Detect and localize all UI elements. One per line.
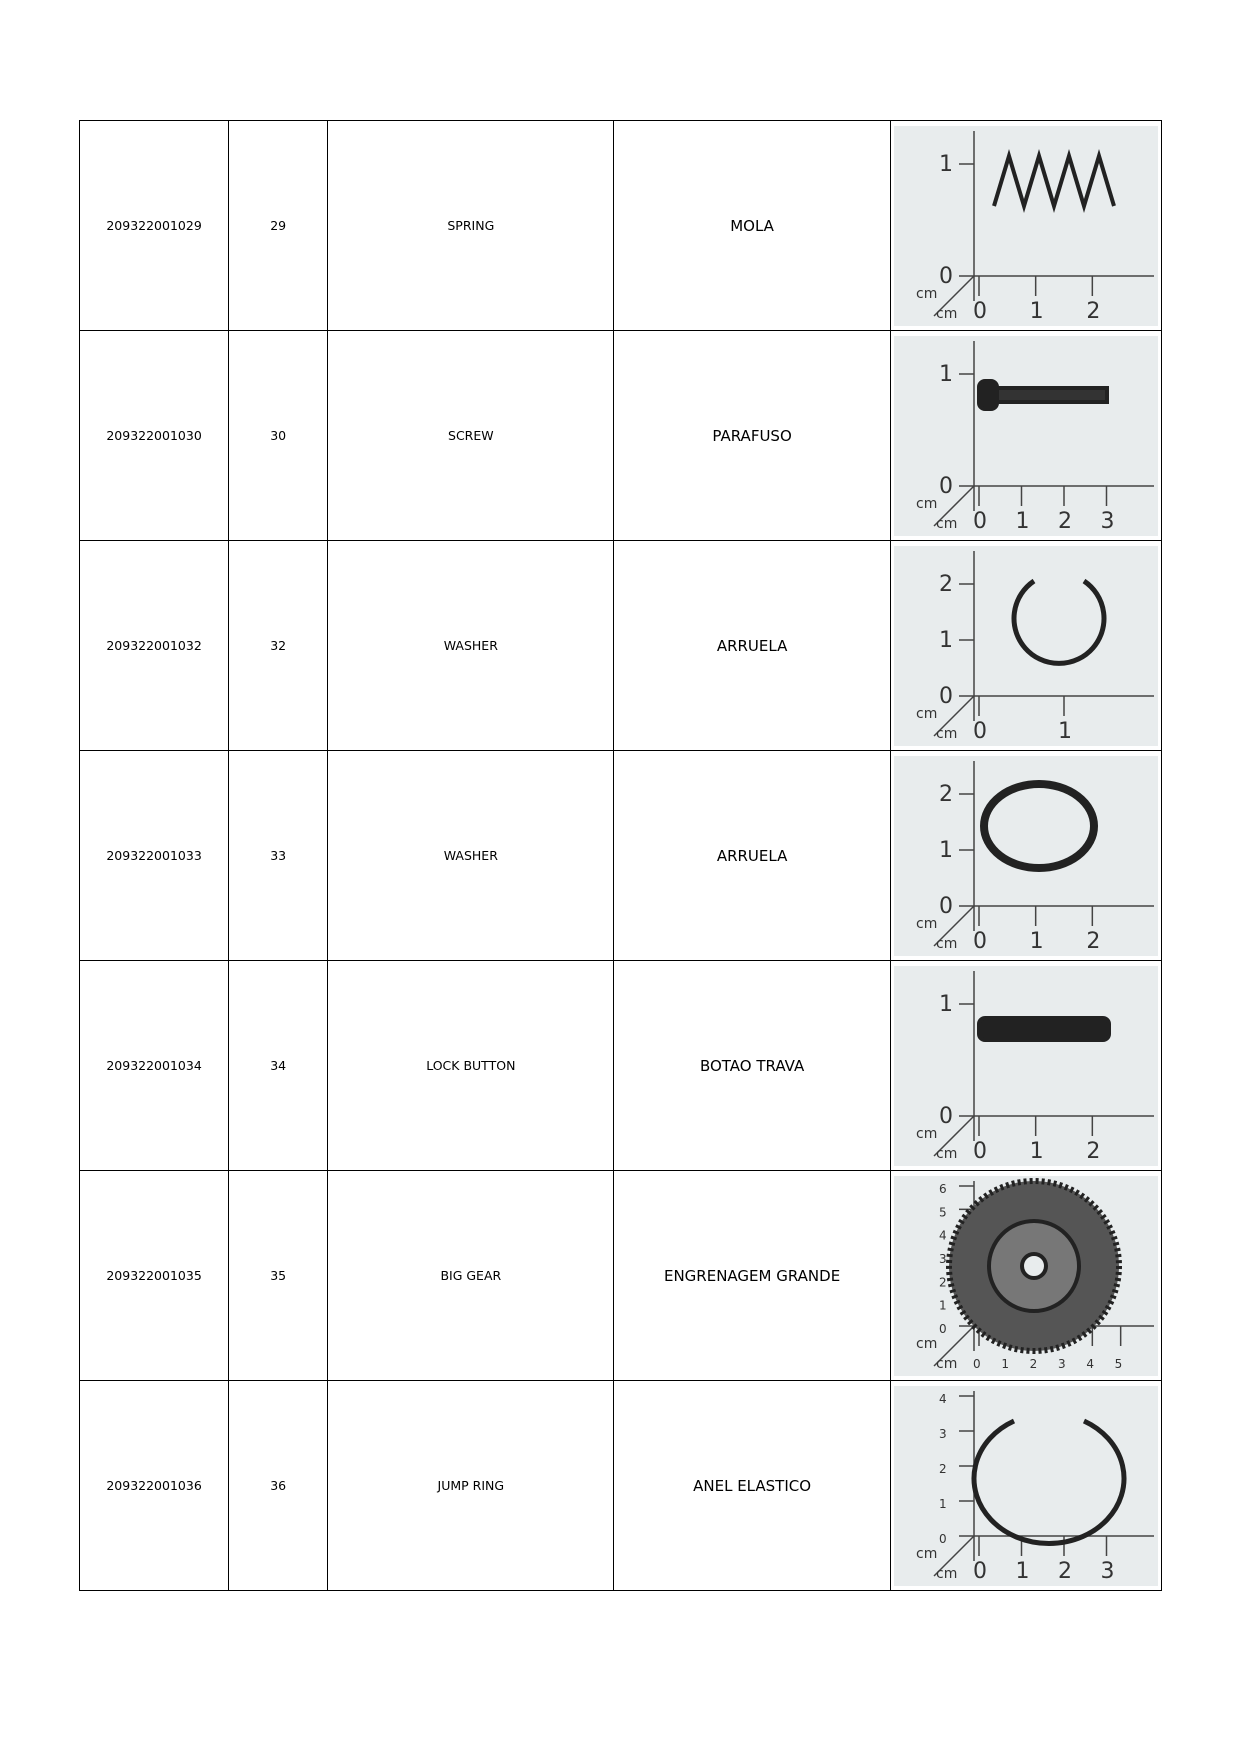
ruler-unit-label: cm <box>915 915 938 932</box>
ruler-unit-label: cm <box>935 305 958 322</box>
ruler-x-label: 0 <box>972 928 987 954</box>
screw-icon <box>979 381 1107 409</box>
ruler-y-label: 1 <box>938 837 953 863</box>
ruler-x-label: 5 <box>1114 1356 1123 1371</box>
ruler-y-label: 2 <box>938 1461 947 1476</box>
ruler-unit-label: cm <box>935 725 958 742</box>
ruler-x-label: 1 <box>1029 1138 1044 1164</box>
part-name-pt: ENGRENAGEM GRANDE <box>614 1171 890 1381</box>
ruler-x-label: 0 <box>972 508 987 534</box>
ruler <box>934 131 1154 316</box>
part-name-en: WASHER <box>328 541 614 751</box>
ruler-y-label: 0 <box>938 893 953 919</box>
parts-table <box>79 120 1162 1591</box>
ruler-x-label: 1 <box>1015 1558 1030 1584</box>
pin-icon <box>979 1018 1109 1040</box>
ruler-x-label: 2 <box>1086 928 1101 954</box>
ruler-y-label: 0 <box>938 1103 953 1129</box>
ruler-x-label: 1 <box>1001 1356 1009 1371</box>
gear-icon <box>949 1181 1119 1351</box>
item-number: 34 <box>229 961 328 1171</box>
part-photo-cell <box>890 751 1161 961</box>
ruler <box>934 551 1154 736</box>
ruler-unit-label: cm <box>935 515 958 532</box>
ruler-unit-label: cm <box>935 1565 958 1582</box>
part-code: 209322001033 <box>80 751 229 961</box>
ruler-x-label: 2 <box>1029 1356 1038 1371</box>
ruler-unit-label: cm <box>935 1355 958 1372</box>
part-photo-cell <box>890 541 1161 751</box>
part-name-pt: BOTAO TRAVA <box>614 961 890 1171</box>
ruler-x-label: 0 <box>972 1138 987 1164</box>
ruler-unit-label: cm <box>915 1545 938 1562</box>
part-name-en: JUMP RING <box>328 1381 614 1591</box>
part-name-en: BIG GEAR <box>328 1171 614 1381</box>
ruler-x-label: 1 <box>1015 508 1030 534</box>
ruler-y-label: 6 <box>938 1181 947 1196</box>
ruler-x-label: 2 <box>1057 508 1072 534</box>
ruler-x-label: 0 <box>972 718 987 744</box>
table-row <box>80 331 1162 541</box>
ruler-y-label: 4 <box>938 1391 947 1406</box>
ruler-x-label: 2 <box>1086 1138 1101 1164</box>
part-code: 209322001030 <box>80 331 229 541</box>
part-photo-cell <box>890 961 1161 1171</box>
ruler-y-label: 1 <box>938 1496 947 1511</box>
part-photo <box>894 756 1158 956</box>
ruler-y-label: 1 <box>938 991 953 1017</box>
part-photo <box>894 546 1158 746</box>
part-name-pt: ARRUELA <box>614 751 890 961</box>
ruler-y-label: 1 <box>938 151 953 177</box>
item-number: 30 <box>229 331 328 541</box>
item-number: 35 <box>229 1171 328 1381</box>
ruler-y-label: 3 <box>938 1426 947 1441</box>
ruler-unit-label: cm <box>915 285 938 302</box>
item-number: 33 <box>229 751 328 961</box>
ruler-y-label: 1 <box>938 1298 947 1313</box>
part-photo-cell <box>890 121 1161 331</box>
ruler <box>934 1391 1154 1576</box>
ruler-x-label: 1 <box>1029 298 1044 324</box>
ring-icon <box>974 1421 1124 1543</box>
table-row <box>80 751 1162 961</box>
ruler-y-label: 2 <box>938 571 953 597</box>
ruler-x-label: 3 <box>1057 1356 1066 1371</box>
part-photo-cell <box>890 1171 1161 1381</box>
ruler-y-label: 0 <box>938 1531 947 1546</box>
ruler-unit-label: cm <box>915 1125 938 1142</box>
part-photo <box>894 336 1158 536</box>
ruler-y-label: 0 <box>938 473 953 499</box>
part-photo-cell <box>890 331 1161 541</box>
ruler-y-label: 1 <box>938 627 953 653</box>
part-name-en: WASHER <box>328 751 614 961</box>
part-code: 209322001032 <box>80 541 229 751</box>
part-code: 209322001034 <box>80 961 229 1171</box>
part-name-en: LOCK BUTTON <box>328 961 614 1171</box>
ruler-x-label: 1 <box>1029 928 1044 954</box>
part-name-en: SCREW <box>328 331 614 541</box>
ruler-y-label: 3 <box>938 1251 947 1266</box>
table-row <box>80 121 1162 331</box>
ruler <box>934 341 1154 526</box>
ruler-y-label: 4 <box>938 1228 947 1243</box>
ruler-unit-label: cm <box>935 1145 958 1162</box>
part-code: 209322001035 <box>80 1171 229 1381</box>
ruler-y-label: 1 <box>938 361 953 387</box>
part-name-pt: ARRUELA <box>614 541 890 751</box>
ruler-unit-label: cm <box>915 705 938 722</box>
ruler-unit-label: cm <box>915 495 938 512</box>
part-photo <box>894 1386 1158 1586</box>
ruler-unit-label: cm <box>915 1335 938 1352</box>
part-name-en: SPRING <box>328 121 614 331</box>
item-number: 29 <box>229 121 328 331</box>
table-row <box>80 541 1162 751</box>
ruler-x-label: 3 <box>1100 1558 1115 1584</box>
ruler-y-label: 0 <box>938 1321 947 1336</box>
item-number: 32 <box>229 541 328 751</box>
ruler-y-label: 2 <box>938 1274 947 1289</box>
ruler <box>934 761 1154 946</box>
ruler-x-label: 2 <box>1086 298 1101 324</box>
ruler-x-label: 0 <box>972 298 987 324</box>
ruler-y-label: 5 <box>938 1204 947 1219</box>
ruler-x-label: 1 <box>1057 718 1072 744</box>
ruler-unit-label: cm <box>935 935 958 952</box>
part-name-pt: ANEL ELASTICO <box>614 1381 890 1591</box>
ruler-y-label: 0 <box>938 683 953 709</box>
ruler-x-label: 2 <box>1057 1558 1072 1584</box>
ruler-x-label: 0 <box>972 1356 981 1371</box>
spring-icon <box>994 156 1114 206</box>
part-name-pt: MOLA <box>614 121 890 331</box>
part-code: 209322001036 <box>80 1381 229 1591</box>
table-row <box>80 961 1162 1171</box>
ruler-y-label: 2 <box>938 781 953 807</box>
washer-icon <box>984 784 1094 868</box>
item-number: 36 <box>229 1381 328 1591</box>
part-code: 209322001029 <box>80 121 229 331</box>
ruler-x-label: 3 <box>1100 508 1115 534</box>
part-photo-cell <box>890 1381 1161 1591</box>
part-photo <box>894 1176 1158 1376</box>
part-photo <box>894 126 1158 326</box>
ruler-y-label: 0 <box>938 263 953 289</box>
circlip-icon <box>1014 581 1104 663</box>
part-photo <box>894 966 1158 1166</box>
ruler-x-label: 4 <box>1086 1356 1094 1371</box>
part-name-pt: PARAFUSO <box>614 331 890 541</box>
table-row <box>80 1381 1162 1591</box>
table-row <box>80 1171 1162 1381</box>
ruler <box>934 971 1154 1156</box>
ruler-x-label: 0 <box>972 1558 987 1584</box>
